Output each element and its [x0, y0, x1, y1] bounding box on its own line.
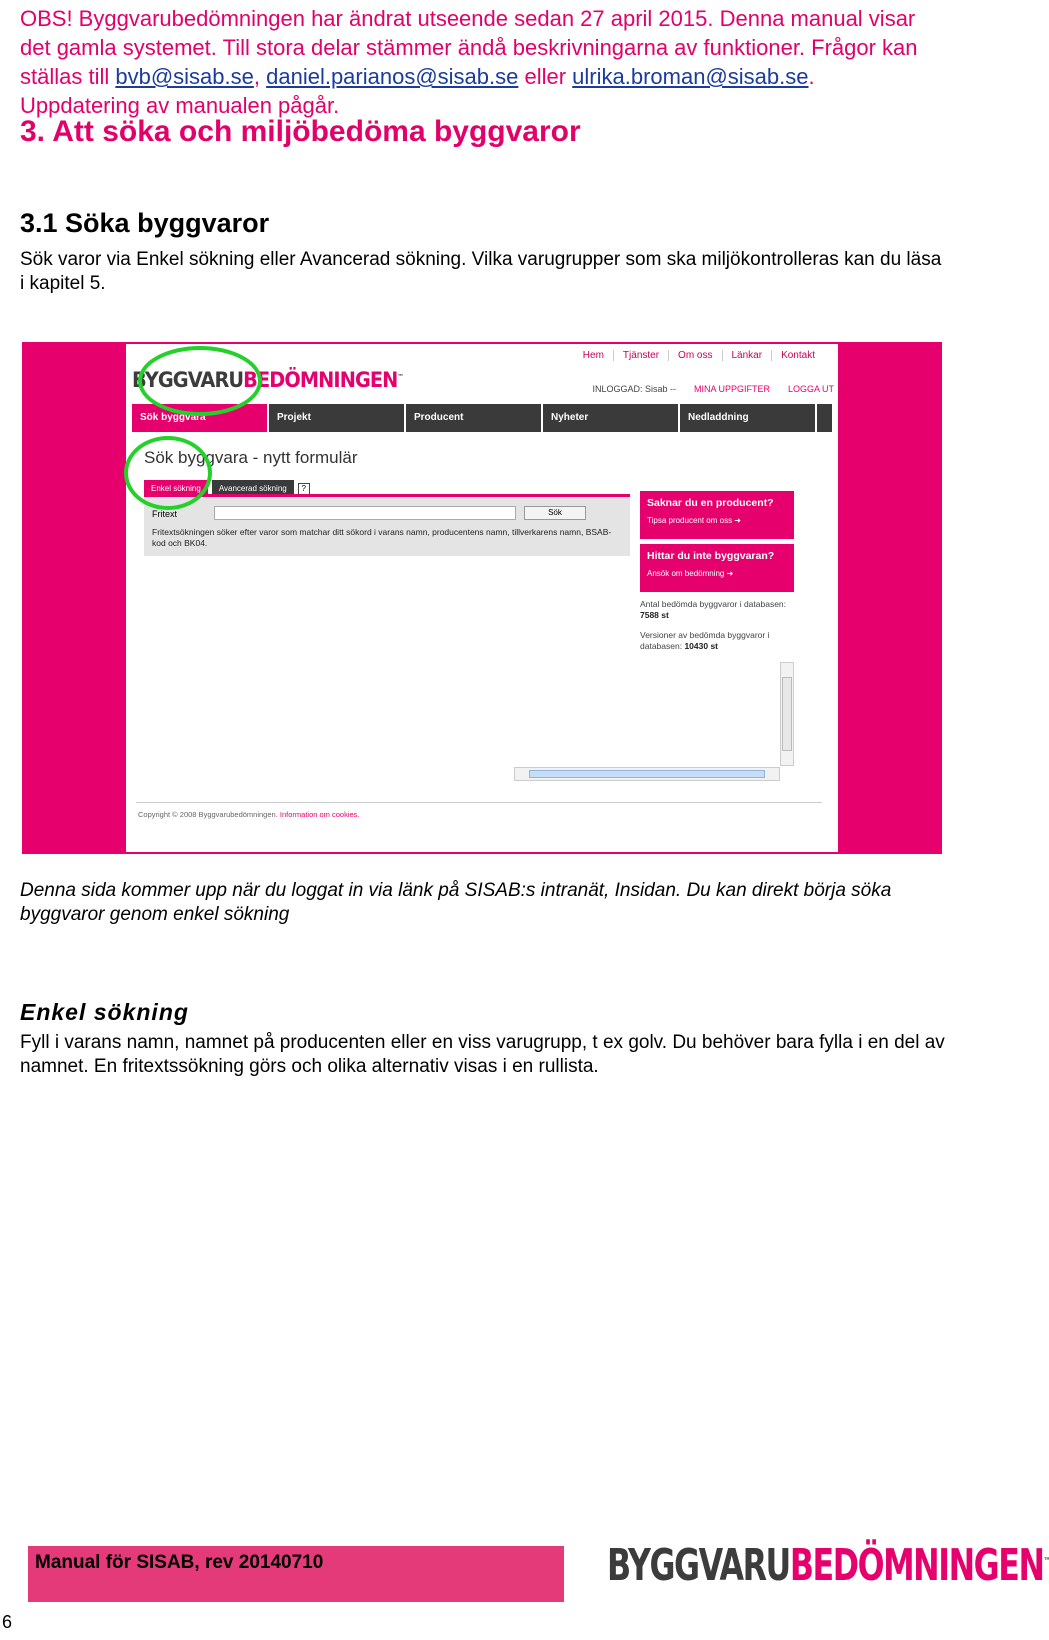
cookies-link[interactable]: Information om cookies. — [279, 810, 360, 819]
website-screenshot — [22, 342, 942, 854]
top-link-home[interactable]: Hem — [582, 350, 604, 361]
tab-advanced-search[interactable]: Avancerad sökning — [212, 480, 294, 497]
intro-paragraph: Sök varor via Enkel sökning eller Avancerad sökning. Vilka varugrupper som ska miljökontrolleras kan du läsa i kapitel 5. — [20, 249, 942, 294]
logo-trademark: ™ — [1043, 1556, 1049, 1568]
notice-suffix: . Uppdatering av manualen pågår. — [20, 64, 815, 118]
stat-label: Antal bedömda byggvaror i databasen: — [640, 599, 787, 609]
highlight-circle-tab — [124, 436, 212, 510]
user-bar — [592, 384, 834, 394]
body-paragraph: Fyll i varans namn, namnet på producenten eller en viss varugrupp, t ex golv. Du behöver bara fylla i en del av namnet. En fritextssökning görs och olika alternativ visas i en rullista. — [20, 1032, 945, 1077]
notice-separator: , — [253, 64, 267, 89]
page-number: 6 — [2, 1612, 13, 1632]
logo-part-2: BEDÖMNINGEN — [243, 368, 398, 392]
divider — [136, 802, 822, 803]
footer-manual-label: Manual för SISAB, rev 20140710 — [35, 1552, 324, 1573]
highlight-circle-nav — [138, 346, 262, 416]
nav-item-search-product[interactable]: Sök byggvara — [132, 404, 269, 432]
stat-products — [640, 599, 786, 621]
notice-paragraph — [20, 4, 940, 120]
tab-simple-search[interactable]: Enkel sökning — [144, 480, 208, 497]
search-form — [144, 494, 630, 556]
stat-value: 7588 st — [640, 610, 669, 620]
top-link-links[interactable]: Länkar — [722, 350, 772, 361]
top-link-about[interactable]: Om oss — [668, 350, 721, 361]
stat-label: Versioner av bedömda byggvaror i databasen: — [640, 630, 770, 651]
notice-prefix: OBS! Byggvarubedömningen har ändrat utseende sedan 27 april 2015. Denna manual visar det gamla systemet. Till stora delar stämmer ändå beskrivningarna av funktioner. Frågor kan ställas till — [20, 6, 918, 89]
logo-trademark: ™ — [397, 373, 403, 381]
section-title: 3.1 Söka byggvaror — [20, 208, 270, 238]
nav-item-projects[interactable]: Projekt — [269, 404, 406, 432]
copyright-line — [138, 810, 360, 819]
stat-versions — [640, 630, 790, 652]
form-title: Sök byggvara - nytt formulär — [144, 448, 358, 467]
email-link-daniel[interactable]: daniel.parianos@sisab.se — [266, 64, 519, 89]
website-page — [126, 344, 838, 852]
top-links — [574, 350, 824, 361]
screenshot-caption: Denna sida kommer upp när du loggat in via länk på SISAB:s intranät, Insidan. Du kan direkt börja söka byggvaror genom enkel sökning — [20, 880, 892, 925]
scroll-thumb[interactable] — [529, 770, 765, 778]
copyright-text: Copyright © 2008 Byggvarubedömningen. — [138, 810, 278, 819]
promo-title: Saknar du en producent? — [647, 497, 774, 509]
top-link-contact[interactable]: Kontakt — [771, 350, 824, 361]
email-link-ulrika[interactable]: ulrika.broman@sisab.se — [572, 64, 809, 89]
search-button[interactable]: Sök — [524, 506, 586, 520]
logout-link[interactable]: LOGGA UT — [787, 384, 834, 394]
fritext-input[interactable] — [214, 506, 516, 520]
email-link-bvb[interactable]: bvb@sisab.se — [115, 64, 254, 89]
promo-missing-producer[interactable] — [640, 491, 794, 539]
chapter-title: 3. Att söka och miljöbedöma byggvaror — [20, 115, 581, 148]
nav-item-producer[interactable]: Producent — [406, 404, 543, 432]
nav-item-downloads[interactable]: Nedladdning — [680, 404, 817, 432]
help-icon[interactable]: ? — [298, 483, 310, 495]
fritext-help-text: Fritextsökningen söker efter varor som matchar ditt sökord i varans namn, producentens namn, tillverkarens namn, BSAB-kod och BK04. — [152, 527, 612, 548]
notice-separator: eller — [518, 64, 573, 89]
logo-part-2: BEDÖMNINGEN — [789, 1540, 1044, 1591]
promo-link: Tipsa producent om oss ➜ — [647, 516, 742, 525]
logo-part-1: BYGGVARU — [607, 1540, 790, 1591]
top-link-services[interactable]: Tjänster — [613, 350, 668, 361]
horizontal-scrollbar[interactable] — [514, 767, 780, 781]
footer-logo — [607, 1540, 1049, 1591]
vertical-scrollbar[interactable] — [780, 662, 794, 766]
fritext-label: Fritext — [152, 509, 178, 519]
promo-title: Hittar du inte byggvaran? — [647, 550, 775, 562]
stat-value: 10430 st — [684, 641, 719, 651]
scroll-thumb[interactable] — [782, 677, 792, 751]
promo-missing-product[interactable] — [640, 544, 794, 592]
subsection-title: Enkel sökning — [20, 999, 189, 1025]
my-details-link[interactable]: MINA UPPGIFTER — [693, 384, 770, 394]
promo-link: Ansök om bedömning ➜ — [647, 569, 734, 578]
logged-in-label: INLOGGAD: Sisab -- — [592, 384, 676, 394]
logo-part-1: BYGGVARU — [132, 368, 244, 392]
nav-item-news[interactable]: Nyheter — [543, 404, 680, 432]
